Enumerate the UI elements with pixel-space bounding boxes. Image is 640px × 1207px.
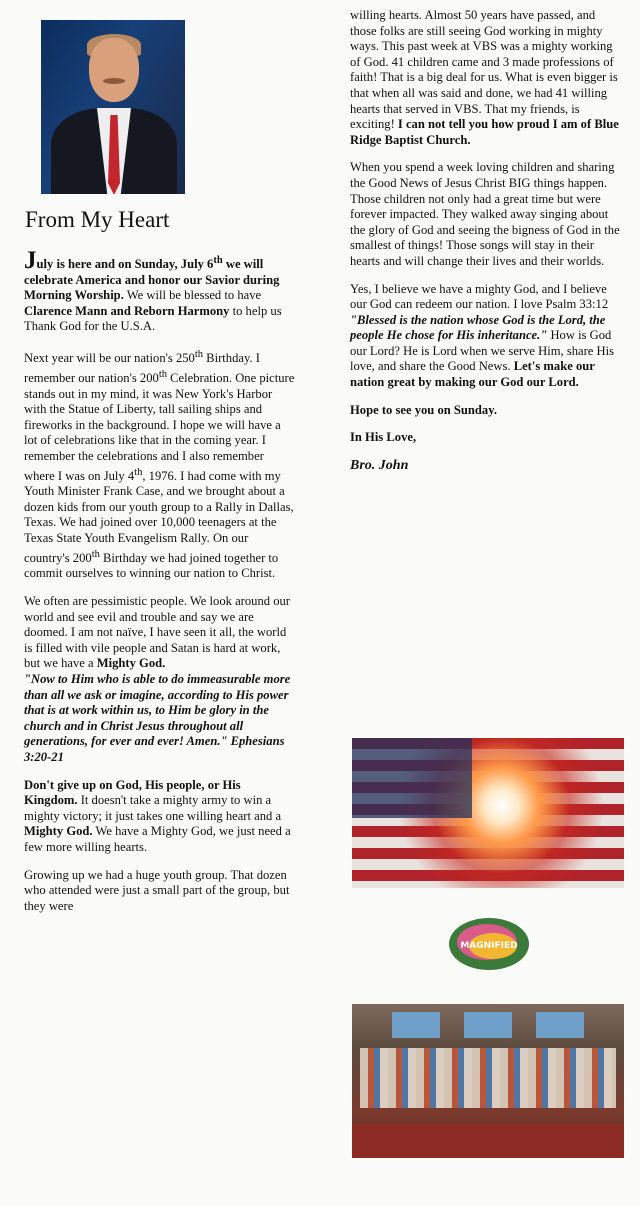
paragraph-mighty-god: Yes, I believe we have a mighty God, and I believe our God can redeem our nation. I love Psalm 33:12 "Blessed is the nation whose God is the Lord, the people He chose for His inheritance." How is God our Lord? He is Lord when we serve Him, share His love, and share the Good News. Let's make our nation great by making our God our Lord. <box>350 281 615 390</box>
pastor-photo <box>41 20 185 194</box>
magnified-logo <box>447 915 531 973</box>
left-column <box>24 247 296 926</box>
paragraph-children: When you spend a week loving children and sharing the Good News of Jesus Christ BIG things happen. Those children not only had a great time but were forever impacted. They walked away singing about the glory of God and seeing the bigness of God in the smallest of things! Those songs will stay in their hearts and will change their lives and their worlds. <box>350 160 620 268</box>
paragraph-youth-group: Growing up we had a huge youth group. That dozen who attended were just a small part of the group, but they were <box>24 867 290 913</box>
sign-off: In His Love, <box>350 430 417 445</box>
right-column <box>350 8 620 485</box>
paragraph-vbs: willing hearts. Almost 50 years have passed, and those folks are still seeing God working in mighty ways. This past week at VBS was a mighty working of God. 41 children came and 3 made professions of faith! That is a big deal for us. What is even bigger is that when all was said and done, we had 41 willing hearts that served in VBS. That my friends, is exciting! I can not tell you how proud I am of Blue Ridge Baptist Church. <box>350 8 619 147</box>
signature: Bro. John <box>350 457 409 473</box>
paragraph-dont-give-up: Don't give up on God, His people, or His Kingdom. It doesn't take a mighty army to win a mighty victory; it just takes one willing heart and a Mighty God. We have a Mighty God, we just need a few more willing hearts. <box>24 777 291 854</box>
paragraph-birthday: Next year will be our nation's 250th Birthday. I remember our nation's 200th Celebration. One picture stands out in my mind, it was New York's Harbor with the Statue of Liberty, tall sailing ships and fireworks in the background. I hope we will have a lot of celebrations like that in the coming year. I remember the celebrations and I also remember where I was on July 4th, 1976. I had come with my Youth Minister Frank Case, and we brought about a dozen kids from our youth group to a Rally in Dallas, Texas. We had joined over 10,000 teenagers at the Texas State Youth Evangelism Rally. On our country's 200th Birthday we had joined together to commit ourselves to winning our nation to Christ. <box>24 348 295 581</box>
paragraph-intro: July is here and on Sunday, July 6th we will celebrate America and honor our Savior during Morning Worship. We will be blessed to have Clarence Mann and Reborn Harmony to help us Thank God for the U.S.A. <box>24 247 282 334</box>
fireworks-flag-image <box>352 738 624 888</box>
paragraph-pessimistic: We often are pessimistic people. We look around our world and see evil and trouble and say we are doomed. I am not naïve, I have seen it all, the world is filled with vile people and Satan is hard at work, but we have a Mighty God. "Now to Him who is able to do immeasurable more than all we ask or imagine, according to His power that is at work within us, to Him be glory in the church and in Christ Jesus throughout all generations, for ever and ever! Amen." Ephesians 3:20-21 <box>24 594 291 764</box>
vbs-group-photo <box>352 1004 624 1158</box>
logo-text: MAGNIFIED <box>460 941 518 951</box>
closing-line: Hope to see you on Sunday. <box>350 402 497 417</box>
page-title: From My Heart <box>25 207 170 232</box>
